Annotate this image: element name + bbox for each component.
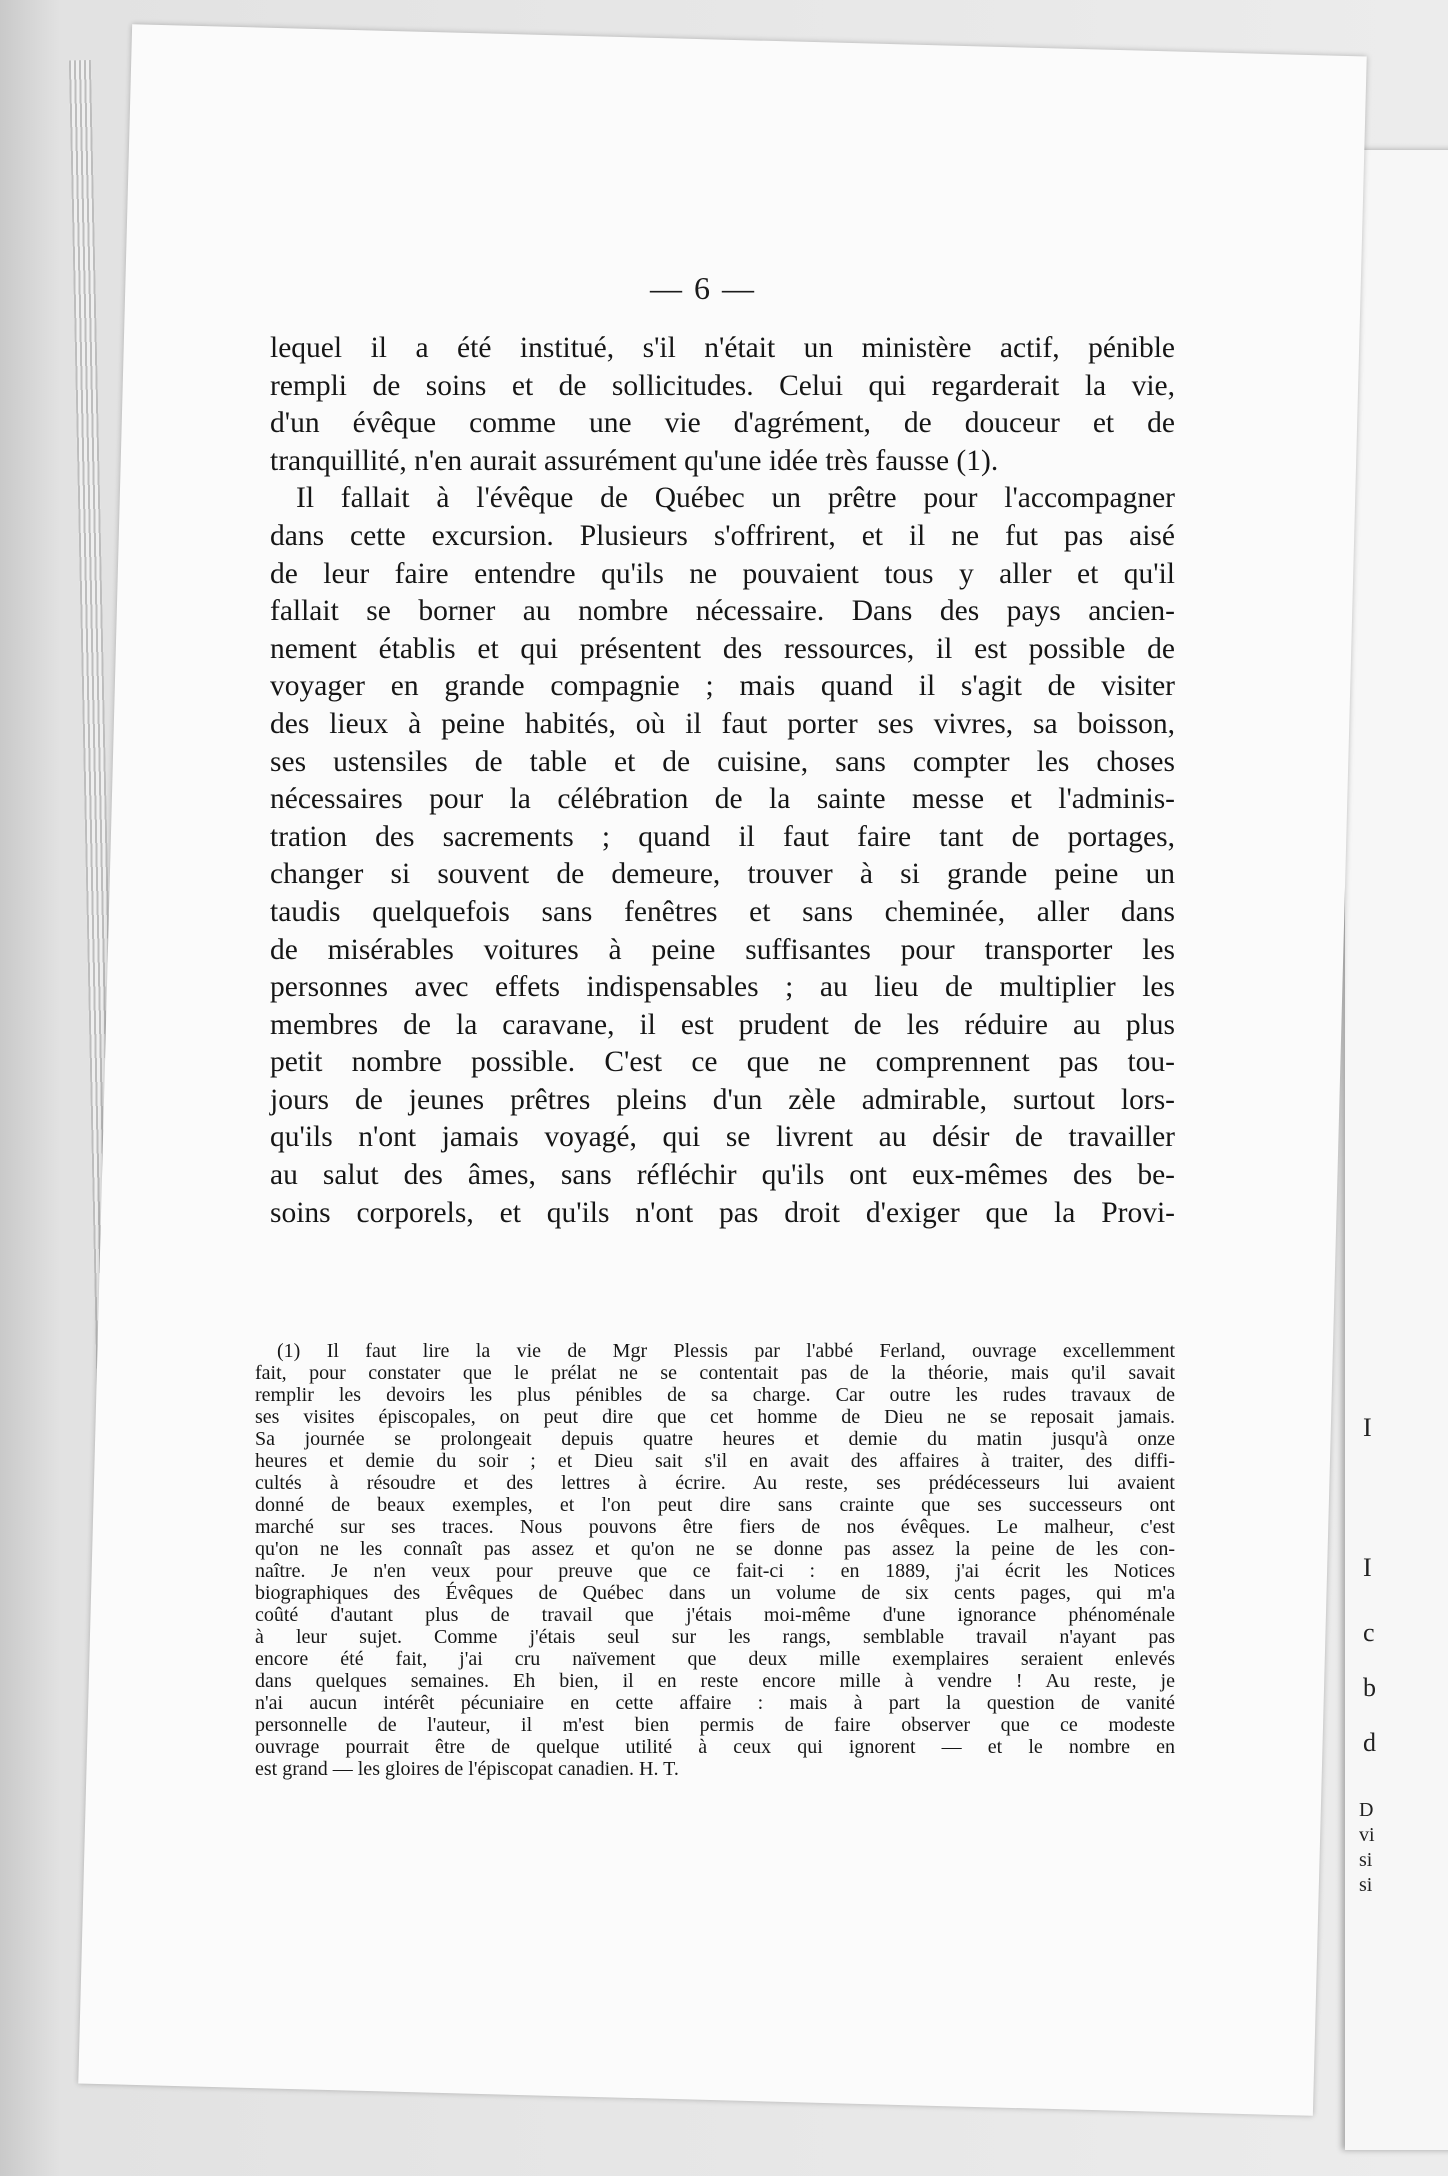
next-page-fragment: D xyxy=(1359,1799,1374,1821)
body-line: rempli de soins et de sollicitudes. Celui qui regarderait la vie, xyxy=(270,369,1175,402)
body-line: lequel il a été institué, s'il n'était un ministère actif, pénible xyxy=(270,332,1175,364)
body-line: soins corporels, et qu'ils n'ont pas droit d'exiger que la Provi- xyxy=(270,1196,1175,1229)
footnote-line: remplir les devoirs les plus pénibles de sa charge. Car outre les rudes travaux de xyxy=(255,1384,1175,1406)
body-line: membres de la caravane, il est prudent de les réduire au plus xyxy=(270,1008,1175,1041)
next-page-fragment: I xyxy=(1363,1413,1372,1442)
body-line: fallait se borner au nombre nécessaire. Dans des pays ancien- xyxy=(270,595,1175,628)
body-line: au salut des âmes, sans réfléchir qu'ils ont eux-mêmes des be- xyxy=(270,1159,1175,1192)
body-line: dans cette excursion. Plusieurs s'offrirent, et il ne fut pas aisé xyxy=(270,519,1175,552)
next-page-fragment: d xyxy=(1363,1728,1376,1757)
footnote-line: cultés à résoudre et des lettres à écrire. Au reste, ses prédécesseurs lui avaient xyxy=(255,1472,1175,1494)
body-line: d'un évêque comme une vie d'agrément, de douceur et de xyxy=(270,407,1175,440)
footnote-line: n'ai aucun intérêt pécuniaire en cette affaire : mais à part la question de vanité xyxy=(255,1692,1175,1714)
footnote-line: personnelle de l'auteur, il m'est bien permis de faire observer que ce modeste xyxy=(255,1714,1175,1736)
footnote-line: à leur sujet. Comme j'étais seul sur les rangs, semblable travail n'ayant pas xyxy=(255,1626,1175,1648)
body-line: changer si souvent de demeure, trouver à si grande peine un xyxy=(270,858,1175,891)
body-line: de misérables voitures à peine suffisantes pour transporter les xyxy=(270,933,1175,966)
body-line: taudis quelquefois sans fenêtres et sans cheminée, aller dans xyxy=(270,895,1175,928)
footnote-line: biographiques des Évêques de Québec dans un volume de six cents pages, qui m'a xyxy=(255,1582,1175,1604)
footnote xyxy=(255,1340,1175,1780)
body-line: nement établis et qui présentent des ressources, il est possible de xyxy=(270,632,1175,665)
next-page-fragment: I xyxy=(1363,1553,1372,1582)
footnote-line: donné de beaux exemples, et l'on peut dire sans crainte que ses successeurs ont xyxy=(255,1494,1175,1516)
body-line: tration des sacrements ; quand il faut faire tant de portages, xyxy=(270,820,1175,853)
footnote-line: qu'on ne les connaît pas assez et qu'on ne se donne pas assez la peine de les con- xyxy=(255,1538,1175,1560)
body-line: personnes avec effets indispensables ; au lieu de multiplier les xyxy=(270,971,1175,1004)
body-line: ses ustensiles de table et de cuisine, sans compter les choses xyxy=(270,745,1175,778)
footnote-line: encore été fait, j'ai cru naïvement que deux mille exemplaires seraient enlevés xyxy=(255,1648,1175,1670)
footnote-line: (1) Il faut lire la vie de Mgr Plessis par l'abbé Ferland, ouvrage excellemment xyxy=(277,1340,1175,1362)
next-page-fragment: b xyxy=(1363,1673,1376,1702)
next-page-fragment: c xyxy=(1363,1618,1375,1647)
body-text xyxy=(270,330,1175,1232)
footnote-line: est grand — les gloires de l'épiscopat canadien. H. T. xyxy=(255,1758,679,1780)
footnote-line: ses visites épiscopales, on peut dire que cet homme de Dieu ne se reposait jamais. xyxy=(255,1406,1175,1428)
body-line: voyager en grande compagnie ; mais quand il s'agit de visiter xyxy=(270,670,1175,703)
next-page-edge xyxy=(1345,150,1448,2150)
body-line: Il fallait à l'évêque de Québec un prêtre pour l'accompagner xyxy=(296,482,1175,515)
next-page-fragment: si xyxy=(1359,1849,1373,1871)
body-line: de leur faire entendre qu'ils ne pouvaient tous y aller et qu'il xyxy=(270,557,1175,590)
footnote-line: marché sur ses traces. Nous pouvons être fiers de nos évêques. Le malheur, c'est xyxy=(255,1516,1175,1538)
footnote-line: dans quelques semaines. Eh bien, il en reste encore mille à vendre ! Au reste, je xyxy=(255,1670,1175,1692)
page-number: — 6 — xyxy=(650,270,756,306)
next-page-fragment: si xyxy=(1359,1874,1373,1896)
footnote-line: coûté d'autant plus de travail que j'étais moi-même d'une ignorance phénoménale xyxy=(255,1604,1175,1626)
body-line: tranquillité, n'en aurait assurément qu'une idée très fausse (1). xyxy=(270,444,999,477)
footnote-line: fait, pour constater que le prélat ne se contentait pas de la théorie, mais qu'il savait xyxy=(255,1362,1175,1384)
footnote-line: Sa journée se prolongeait depuis quatre heures et demie du matin jusqu'à onze xyxy=(255,1428,1175,1450)
body-line: des lieux à peine habités, où il faut porter ses vivres, sa boisson, xyxy=(270,707,1175,740)
footnote-line: ouvrage pourrait être de quelque utilité à ceux qui ignorent — et le nombre en xyxy=(255,1736,1175,1758)
body-line: nécessaires pour la célébration de la sainte messe et l'adminis- xyxy=(270,783,1175,816)
body-line: jours de jeunes prêtres pleins d'un zèle admirable, surtout lors- xyxy=(270,1083,1175,1116)
body-line: petit nombre possible. C'est ce que ne comprennent pas tou- xyxy=(270,1046,1175,1079)
body-line: qu'ils n'ont jamais voyagé, qui se livrent au désir de travailler xyxy=(270,1121,1175,1154)
footnote-line: naître. Je n'en veux pour preuve que ce fait-ci : en 1889, j'ai écrit les Notices xyxy=(255,1560,1175,1582)
next-page-fragment: vi xyxy=(1359,1824,1375,1846)
footnote-line: heures et demie du soir ; et Dieu sait s'il en avait des affaires à traiter, des diffi- xyxy=(255,1450,1175,1472)
